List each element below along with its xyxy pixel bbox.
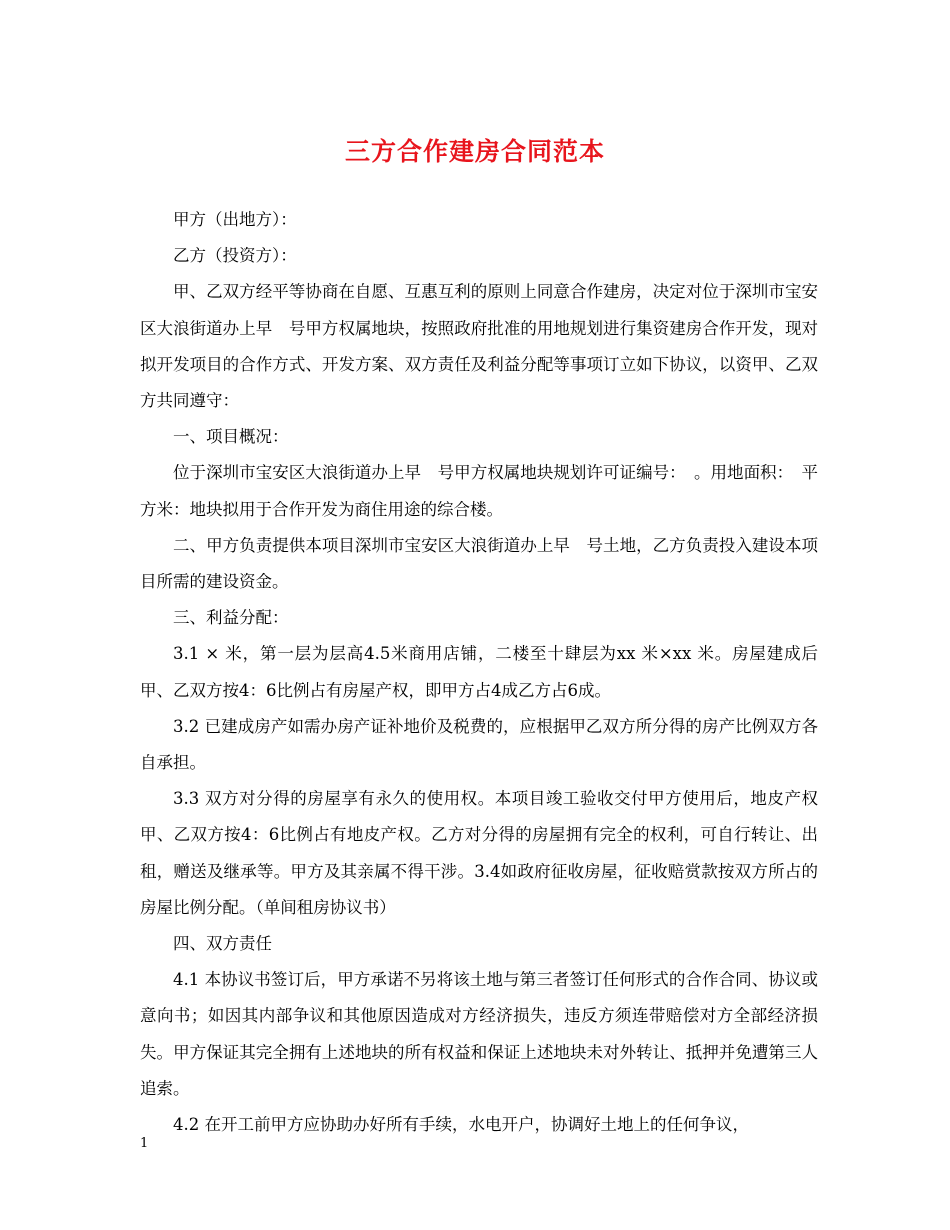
paragraph-obligations: 二、甲方负责提供本项目深圳市宝安区大浪街道办上早 号土地，乙方负责投入建设本项目所需的建设资金。 [140,535,818,592]
clause-3-2: 3.2 已建成房产如需办房产证补地价及税费的，应根据甲乙双方所分得的房产比例双方各自承担。 [140,716,818,773]
paragraph-project-overview: 位于深圳市宝安区大浪街道办上早 号甲方权属地块规划许可证编号： 。用地面积： 平方米：地块拟用于合作开发为商住用途的综合楼。 [140,463,818,519]
page-number: 1 [140,1136,149,1151]
clause-4-1: 4.1 本协议书签订后，甲方承诺不另将该土地与第三者签订任何形式的合作合同、协议或意向书；如因其内部争议和其他原因造成对方经济损失，违反方须连带赔偿对方全部经济损失。甲方保证其完全拥有上述地块的所有权益和保证上述地块未对外转让、抵押并免遭第三人追索。 [140,970,818,1098]
clause-3-1: 3.1 × 米，第一层为层高4.5米商用店铺，二楼至十肆层为xx 米×xx 米。房屋建成后甲、乙双方按4：6比例占有房屋产权，即甲方占4成乙方占6成。 [140,644,818,700]
section-heading-responsibilities: 四、双方责任 [173,934,272,954]
paragraph-party-b: 乙方（投资方）： [173,246,297,266]
paragraph-preamble: 甲、乙双方经平等协商在自愿、互惠互利的原则上同意合作建房，决定对位于深圳市宝安区大浪街道办上早 号甲方权属地块，按照政府批准的用地规划进行集资建房合作开发，现对拟开发项目的合作方式、开发方案、双方责任及利益分配等事项订立如下协议，以资甲、乙双方共同遵守： [140,282,818,411]
paragraph-party-a: 甲方（出地方）： [173,210,297,229]
document-body [140,202,818,1143]
section-heading-profit-distribution: 三、利益分配： [173,608,289,628]
clause-3-3: 3.3 双方对分得的房屋享有永久的使用权。本项目竣工验收交付甲方使用后，地皮产权甲、乙双方按4：6比例占有地皮产权。乙方对分得的房屋拥有完全的权利，可自行转让、出租，赠送及继承等。甲方及其亲属不得干涉。3.4如政府征收房屋，征收赔赏款按双方所占的房屋比例分配。（单间租房协议书） [140,789,818,917]
clause-4-2: 4.2 在开工前甲方应协助办好所有手续，水电开户，协调好土地上的任何争议， [173,1115,749,1135]
document-title: 三方合作建房合同范本 [344,137,605,166]
section-heading-project-overview: 一、项目概况： [173,427,289,447]
